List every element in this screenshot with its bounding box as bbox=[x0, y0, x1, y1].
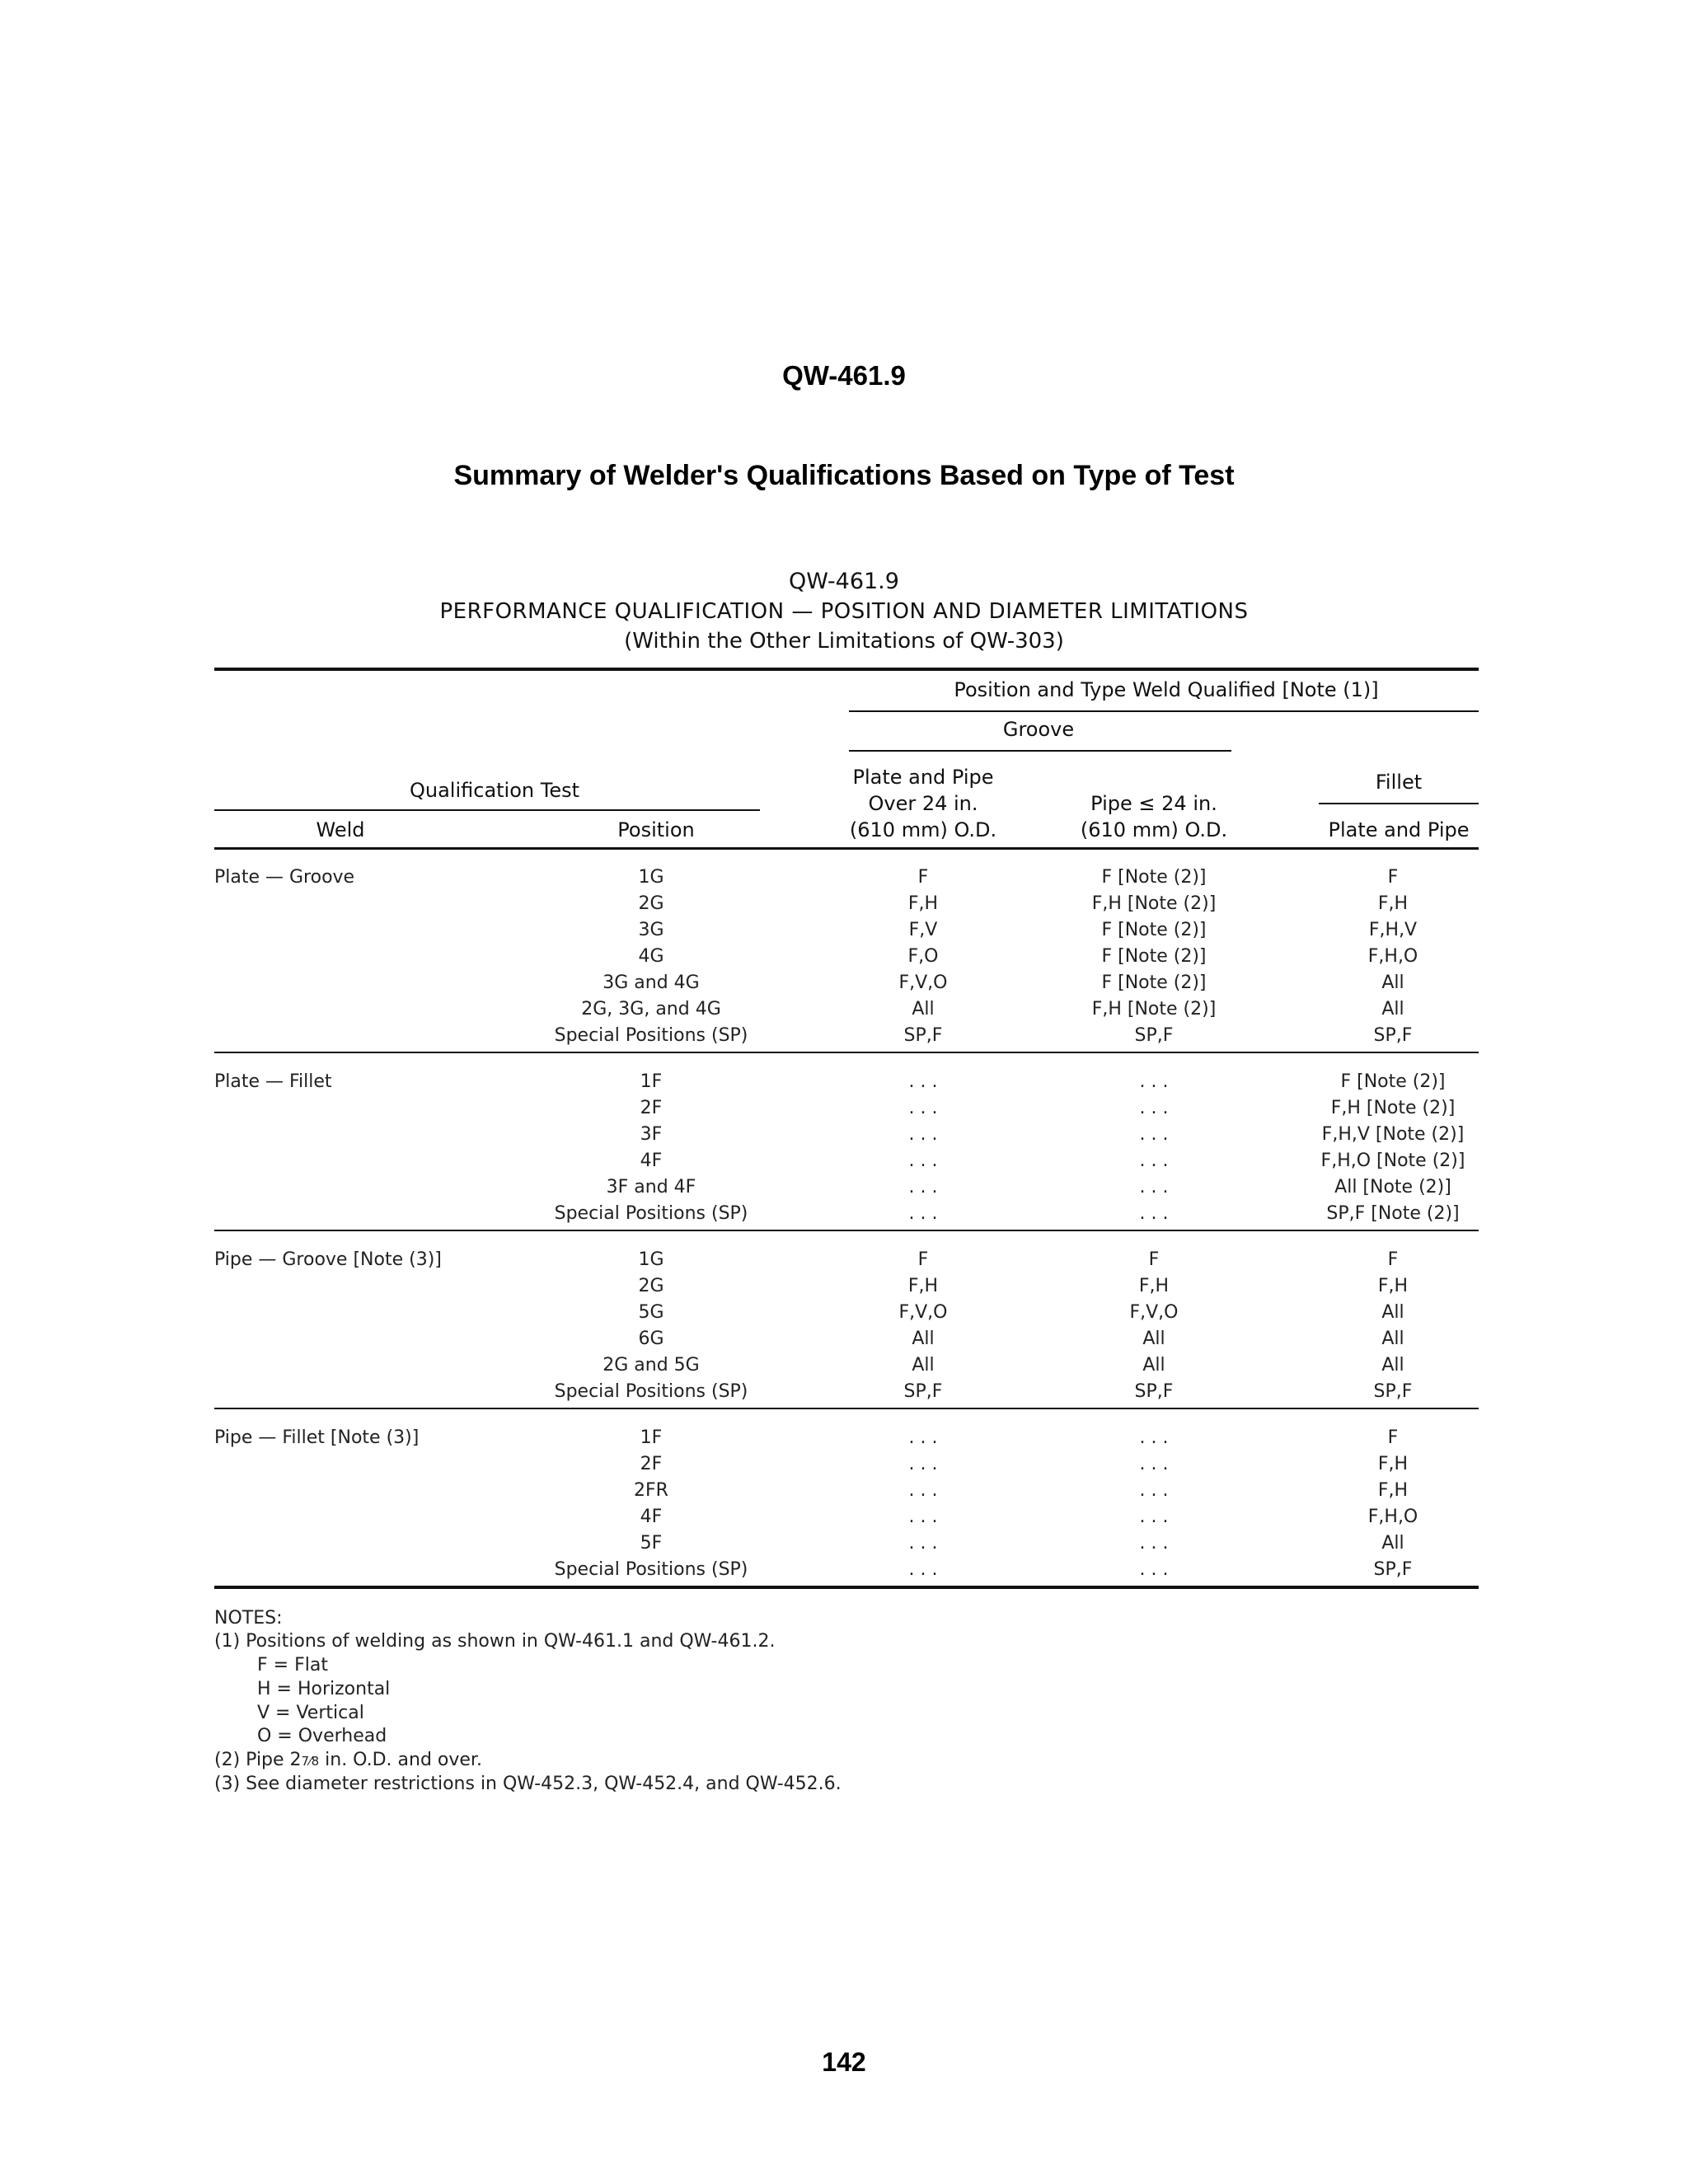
table-cell-pipe24: . . . bbox=[1139, 1559, 1169, 1580]
table-cell-over24: F,V bbox=[908, 920, 938, 940]
legend-overhead: O = Overhead bbox=[257, 1726, 387, 1746]
table-cell-fillet: All bbox=[1381, 1533, 1404, 1554]
header-qualification-test: Qualification Test bbox=[409, 779, 580, 802]
table-cell-over24: F,V,O bbox=[898, 972, 948, 993]
header-over24-line2: Over 24 in. bbox=[868, 792, 978, 815]
table-cell-pipe24: . . . bbox=[1139, 1151, 1169, 1171]
table-cell-fillet: F,H bbox=[1377, 893, 1409, 914]
table-cell-position: 2FR bbox=[634, 1480, 668, 1501]
table-cell-pipe24: . . . bbox=[1139, 1124, 1169, 1145]
group-weld-label: Plate — Fillet bbox=[214, 1071, 332, 1092]
table-cell-pipe24: F,H [Note (2)] bbox=[1091, 999, 1217, 1019]
header-groove: Groove bbox=[1002, 718, 1075, 741]
table-cell-fillet: All bbox=[1381, 1355, 1404, 1376]
header-over24-line3: (610 mm) O.D. bbox=[849, 818, 997, 841]
group-weld-label: Pipe — Fillet [Note (3)] bbox=[214, 1427, 420, 1448]
table-cell-fillet: All bbox=[1381, 1329, 1404, 1349]
table-cell-position: 3F bbox=[640, 1124, 663, 1145]
table-cell-fillet: F,H,V bbox=[1368, 920, 1418, 940]
table-cell-position: 1F bbox=[640, 1071, 663, 1092]
table-cell-position: 1F bbox=[640, 1427, 663, 1448]
table-cell-fillet: F,H bbox=[1377, 1454, 1409, 1474]
table-cell-position: 2G and 5G bbox=[603, 1355, 700, 1376]
table-cell-position: 2G, 3G, and 4G bbox=[581, 999, 721, 1019]
table-cell-fillet: F [Note (2)] bbox=[1340, 1071, 1446, 1092]
table-cell-pipe24: . . . bbox=[1139, 1533, 1169, 1554]
legend-horizontal: H = Horizontal bbox=[257, 1679, 391, 1699]
table-cell-over24: . . . bbox=[908, 1533, 938, 1554]
table-cell-fillet: All [Note (2)] bbox=[1334, 1177, 1451, 1197]
table-cell-position: Special Positions (SP) bbox=[554, 1381, 748, 1402]
table-cell-pipe24: F [Note (2)] bbox=[1101, 920, 1207, 940]
table-cell-position: 5G bbox=[638, 1302, 664, 1323]
legend-flat: F = Flat bbox=[257, 1655, 328, 1675]
table-cell-pipe24: F,H bbox=[1138, 1276, 1170, 1296]
header-position: Position bbox=[617, 818, 695, 841]
qualified-underline bbox=[849, 710, 1479, 712]
table-cell-position: 4G bbox=[638, 946, 664, 967]
table-cell-fillet: All bbox=[1381, 999, 1404, 1019]
table-cell-position: 3G and 4G bbox=[603, 972, 700, 993]
table-cell-pipe24: All bbox=[1142, 1355, 1165, 1376]
page-title: QW-461.9 bbox=[782, 360, 906, 391]
table-cell-pipe24: F [Note (2)] bbox=[1101, 946, 1207, 967]
table-cell-over24: All bbox=[912, 1355, 935, 1376]
note-2-prefix: (2) Pipe 2 bbox=[214, 1750, 302, 1770]
table-cell-over24: . . . bbox=[908, 1480, 938, 1501]
table-cell-fillet: F,H,V [Note (2)] bbox=[1321, 1124, 1465, 1145]
table-cell-position: 4F bbox=[640, 1151, 663, 1171]
table-cell-pipe24: F [Note (2)] bbox=[1101, 972, 1207, 993]
table-cell-fillet: SP,F bbox=[1373, 1025, 1413, 1046]
note-2-suffix: in. O.D. and over. bbox=[319, 1750, 482, 1770]
note-2 bbox=[214, 1749, 482, 1773]
table-cell-fillet: F bbox=[1387, 1249, 1399, 1270]
page-number: 142 bbox=[822, 2047, 866, 2077]
table-cell-position: 6G bbox=[638, 1329, 664, 1349]
group-divider bbox=[214, 1408, 1479, 1409]
group-weld-label: Pipe — Groove [Note (3)] bbox=[214, 1249, 442, 1270]
table-cell-position: 5F bbox=[640, 1533, 663, 1554]
table-cell-pipe24: F [Note (2)] bbox=[1101, 867, 1207, 888]
table-cell-over24: . . . bbox=[908, 1454, 938, 1474]
table-cell-fillet: F bbox=[1387, 867, 1399, 888]
table-cell-over24: F,V,O bbox=[898, 1302, 948, 1323]
table-cell-pipe24: . . . bbox=[1139, 1480, 1169, 1501]
table-cell-over24: . . . bbox=[908, 1124, 938, 1145]
table-cell-over24: . . . bbox=[908, 1098, 938, 1118]
table-cell-fillet: F bbox=[1387, 1427, 1399, 1448]
table-top-rule bbox=[214, 668, 1479, 671]
header-over24-line1: Plate and Pipe bbox=[852, 766, 994, 789]
table-cell-fillet: All bbox=[1381, 1302, 1404, 1323]
groove-underline bbox=[849, 750, 1231, 752]
table-cell-fillet: SP,F bbox=[1373, 1381, 1413, 1402]
table-cell-position: Special Positions (SP) bbox=[554, 1203, 748, 1224]
table-cell-over24: . . . bbox=[908, 1151, 938, 1171]
table-cell-fillet: F,H,O [Note (2)] bbox=[1320, 1151, 1465, 1171]
group-divider bbox=[214, 1230, 1479, 1231]
table-caption-title: PERFORMANCE QUALIFICATION — POSITION AND DIAMETER LIMITATIONS bbox=[439, 599, 1249, 624]
table-cell-pipe24: F,V,O bbox=[1129, 1302, 1179, 1323]
legend-vertical: V = Vertical bbox=[257, 1703, 364, 1723]
table-cell-fillet: F,H [Note (2)] bbox=[1330, 1098, 1456, 1118]
table-cell-fillet: F,H bbox=[1377, 1276, 1409, 1296]
table-caption-id: QW-461.9 bbox=[789, 569, 899, 594]
table-cell-position: 1G bbox=[638, 1249, 664, 1270]
table-cell-position: 2F bbox=[640, 1098, 663, 1118]
fillet-underline bbox=[1319, 803, 1479, 804]
table-cell-position: 2F bbox=[640, 1454, 663, 1474]
table-cell-pipe24: . . . bbox=[1139, 1203, 1169, 1224]
table-cell-over24: . . . bbox=[908, 1203, 938, 1224]
table-cell-position: Special Positions (SP) bbox=[554, 1025, 748, 1046]
table-cell-pipe24: SP,F bbox=[1134, 1381, 1174, 1402]
table-cell-pipe24: . . . bbox=[1139, 1177, 1169, 1197]
table-cell-pipe24: . . . bbox=[1139, 1071, 1169, 1092]
table-cell-over24: F,O bbox=[907, 946, 939, 967]
note-3: (3) See diameter restrictions in QW-452.3, QW-452.4, and QW-452.6. bbox=[214, 1774, 842, 1794]
table-cell-fillet: All bbox=[1381, 972, 1404, 993]
table-cell-pipe24: F,H [Note (2)] bbox=[1091, 893, 1217, 914]
table-cell-over24: . . . bbox=[908, 1507, 938, 1527]
header-fillet: Fillet bbox=[1375, 771, 1423, 794]
table-cell-over24: SP,F bbox=[903, 1025, 943, 1046]
table-bottom-rule bbox=[214, 1586, 1479, 1589]
table-cell-over24: . . . bbox=[908, 1071, 938, 1092]
table-cell-over24: F bbox=[917, 1249, 929, 1270]
note-2-fraction: 7⁄8 bbox=[301, 1754, 320, 1769]
table-cell-position: 1G bbox=[638, 867, 664, 888]
group-divider bbox=[214, 1052, 1479, 1053]
table-cell-over24: All bbox=[912, 999, 935, 1019]
table-cell-fillet: F,H,O bbox=[1367, 1507, 1418, 1527]
table-cell-position: 3G bbox=[638, 920, 664, 940]
table-cell-position: 2G bbox=[638, 1276, 664, 1296]
table-cell-fillet: F,H,O bbox=[1367, 946, 1418, 967]
table-cell-over24: . . . bbox=[908, 1427, 938, 1448]
table-cell-pipe24: . . . bbox=[1139, 1427, 1169, 1448]
table-cell-pipe24: . . . bbox=[1139, 1098, 1169, 1118]
note-1: (1) Positions of welding as shown in QW-461.1 and QW-461.2. bbox=[214, 1631, 776, 1652]
table-cell-pipe24: SP,F bbox=[1134, 1025, 1174, 1046]
table-cell-over24: All bbox=[912, 1329, 935, 1349]
table-cell-position: 2G bbox=[638, 893, 664, 914]
table-cell-over24: SP,F bbox=[903, 1381, 943, 1402]
table-cell-pipe24: F bbox=[1148, 1249, 1160, 1270]
header-fillet-sub: Plate and Pipe bbox=[1328, 818, 1470, 841]
table-cell-pipe24: . . . bbox=[1139, 1454, 1169, 1474]
table-cell-over24: . . . bbox=[908, 1177, 938, 1197]
table-cell-over24: F bbox=[917, 867, 929, 888]
table-cell-over24: F,H bbox=[907, 893, 939, 914]
table-cell-fillet: SP,F [Note (2)] bbox=[1326, 1203, 1460, 1224]
header-qualified: Position and Type Weld Qualified [Note (1)] bbox=[954, 678, 1379, 701]
group-weld-label: Plate — Groove bbox=[214, 867, 355, 888]
notes-heading: NOTES: bbox=[214, 1608, 283, 1629]
table-cell-pipe24: . . . bbox=[1139, 1507, 1169, 1527]
header-bottom-rule bbox=[214, 847, 1479, 850]
table-cell-position: 4F bbox=[640, 1507, 663, 1527]
header-weld: Weld bbox=[316, 818, 365, 841]
table-cell-fillet: SP,F bbox=[1373, 1559, 1413, 1580]
table-cell-over24: F,H bbox=[907, 1276, 939, 1296]
header-pipe24-line2: (610 mm) O.D. bbox=[1080, 818, 1228, 841]
qualification-test-underline bbox=[214, 809, 760, 811]
table-cell-fillet: F,H bbox=[1377, 1480, 1409, 1501]
header-pipe24-line1: Pipe ≤ 24 in. bbox=[1090, 792, 1217, 815]
table-caption-subtitle: (Within the Other Limitations of QW-303) bbox=[624, 629, 1064, 654]
table-cell-position: Special Positions (SP) bbox=[554, 1559, 748, 1580]
page-subtitle: Summary of Welder's Qualifications Based on Type of Test bbox=[453, 460, 1235, 491]
table-cell-pipe24: All bbox=[1142, 1329, 1165, 1349]
table-cell-position: 3F and 4F bbox=[606, 1177, 696, 1197]
table-cell-over24: . . . bbox=[908, 1559, 938, 1580]
